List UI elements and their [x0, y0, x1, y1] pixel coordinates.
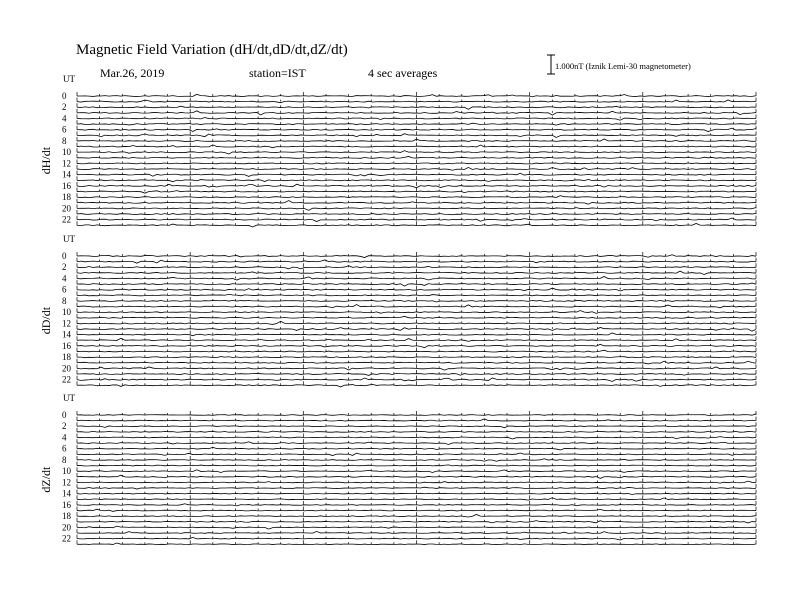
trace-hour-11	[77, 314, 756, 318]
hour-label: 12	[62, 477, 71, 488]
trace-hour-10	[77, 308, 756, 313]
hour-label: 6	[62, 284, 67, 295]
trace-hour-23	[77, 221, 756, 227]
hour-label: 12	[62, 318, 71, 329]
hour-label: 20	[62, 522, 71, 533]
panel-dd-dt	[39, 234, 756, 387]
trace-hour-16	[77, 342, 756, 348]
hour-label: 14	[62, 488, 71, 499]
hour-label: 4	[62, 113, 67, 124]
trace-hour-19	[77, 199, 756, 204]
trace-hour-1	[77, 258, 756, 264]
hour-label: 14	[62, 329, 71, 340]
trace-hour-5	[77, 439, 756, 444]
panel-ylabel: dZ/dt	[39, 466, 53, 493]
hour-label: 20	[62, 363, 71, 374]
station-label: station=IST	[249, 66, 306, 80]
trace-hour-14	[77, 490, 756, 495]
trace-hour-19	[77, 359, 756, 364]
trace-hour-7	[77, 131, 756, 137]
trace-hour-6	[77, 445, 756, 450]
trace-hour-20	[77, 523, 756, 529]
trace-hour-15	[77, 176, 756, 181]
trace-hour-7	[77, 450, 756, 455]
trace-hour-9	[77, 143, 756, 148]
trace-hour-3	[77, 109, 756, 115]
hour-label: 2	[62, 262, 67, 273]
trace-hour-14	[77, 331, 756, 336]
trace-hour-21	[77, 210, 756, 215]
trace-hour-5	[77, 280, 756, 286]
hour-label: 22	[62, 533, 71, 544]
trace-hour-7	[77, 291, 756, 295]
ut-axis-label: UT	[63, 234, 75, 244]
trace-hour-4	[77, 433, 756, 439]
hour-label: 22	[62, 214, 71, 225]
trace-hour-10	[77, 467, 756, 472]
trace-hour-2	[77, 422, 756, 428]
trace-hour-0	[77, 252, 756, 258]
hour-label: 8	[62, 295, 67, 306]
trace-hour-8	[77, 456, 756, 461]
trace-hour-16	[77, 182, 756, 188]
date-label: Mar.26, 2019	[100, 66, 165, 80]
hour-label: 4	[62, 273, 67, 284]
trace-hour-20	[77, 364, 756, 370]
trace-hour-16	[77, 501, 756, 506]
trace-hour-19	[77, 518, 756, 523]
trace-hour-22	[77, 216, 756, 222]
hour-label: 0	[62, 91, 67, 101]
trace-hour-18	[77, 193, 756, 197]
hour-label: 0	[62, 410, 67, 420]
trace-hour-13	[77, 325, 756, 331]
ut-axis-label: UT	[63, 74, 75, 84]
hour-label: 10	[62, 147, 71, 158]
hour-label: 10	[62, 307, 71, 318]
trace-hour-1	[77, 98, 756, 103]
trace-hour-3	[77, 428, 756, 433]
trace-hour-3	[77, 269, 756, 275]
trace-hour-0	[77, 92, 756, 97]
trace-hour-23	[77, 381, 756, 387]
trace-hour-11	[77, 154, 756, 159]
ut-axis-label: UT	[63, 393, 75, 403]
panel-ylabel: dH/dt	[39, 146, 53, 175]
trace-hour-17	[77, 188, 756, 194]
hour-label: 18	[62, 192, 71, 203]
hour-label: 18	[62, 352, 71, 363]
trace-hour-18	[77, 353, 756, 358]
hour-label: 10	[62, 466, 71, 477]
chart-title: Magnetic Field Variation (dH/dt,dD/dt,dZ/dt)	[76, 42, 348, 58]
trace-hour-0	[77, 411, 756, 415]
trace-hour-22	[77, 376, 756, 382]
trace-hour-12	[77, 159, 756, 163]
trace-hour-20	[77, 204, 756, 210]
trace-hour-4	[77, 114, 756, 120]
trace-hour-15	[77, 495, 756, 500]
trace-hour-15	[77, 336, 756, 341]
hour-label: 4	[62, 432, 67, 443]
trace-hour-17	[77, 507, 756, 512]
hour-label: 8	[62, 135, 67, 146]
trace-hour-12	[77, 478, 756, 483]
trace-hour-21	[77, 370, 756, 375]
hour-label: 14	[62, 169, 71, 180]
trace-hour-23	[77, 540, 756, 544]
panels	[39, 74, 756, 545]
scale-bar-label: 1.000nT (Iznik Lemi-30 magnetometer)	[555, 61, 691, 71]
hour-label: 6	[62, 443, 67, 454]
averaging-label: 4 sec averages	[368, 66, 438, 80]
trace-hour-6	[77, 126, 756, 132]
trace-hour-22	[77, 535, 756, 540]
trace-hour-9	[77, 462, 756, 466]
trace-hour-10	[77, 148, 756, 154]
panel-dz-dt	[39, 393, 756, 545]
trace-hour-21	[77, 529, 756, 534]
hour-label: 8	[62, 454, 67, 465]
trace-hour-13	[77, 484, 756, 489]
panel-dh-dt	[39, 74, 756, 227]
trace-hour-17	[77, 348, 756, 352]
hour-label: 2	[62, 102, 67, 113]
trace-hour-2	[77, 103, 756, 109]
hour-label: 12	[62, 158, 71, 169]
trace-hour-12	[77, 319, 756, 324]
hour-label: 0	[62, 251, 67, 261]
hour-label: 16	[62, 499, 71, 510]
hour-label: 22	[62, 374, 71, 385]
trace-hour-8	[77, 137, 756, 141]
trace-hour-14	[77, 171, 756, 177]
trace-hour-1	[77, 417, 756, 421]
trace-hour-2	[77, 263, 756, 269]
trace-hour-6	[77, 286, 756, 291]
scale-bar	[547, 55, 691, 74]
hour-label: 16	[62, 180, 71, 191]
hour-label: 6	[62, 124, 67, 135]
trace-hour-4	[77, 274, 756, 280]
trace-hour-13	[77, 165, 756, 170]
trace-hour-8	[77, 297, 756, 302]
hour-label: 18	[62, 511, 71, 522]
trace-hour-18	[77, 512, 756, 517]
trace-hour-11	[77, 473, 756, 479]
hour-label: 20	[62, 203, 71, 214]
trace-hour-5	[77, 120, 756, 125]
hour-label: 2	[62, 421, 67, 432]
hour-label: 16	[62, 340, 71, 351]
trace-hour-9	[77, 303, 756, 308]
panel-ylabel: dD/dt	[39, 306, 53, 335]
